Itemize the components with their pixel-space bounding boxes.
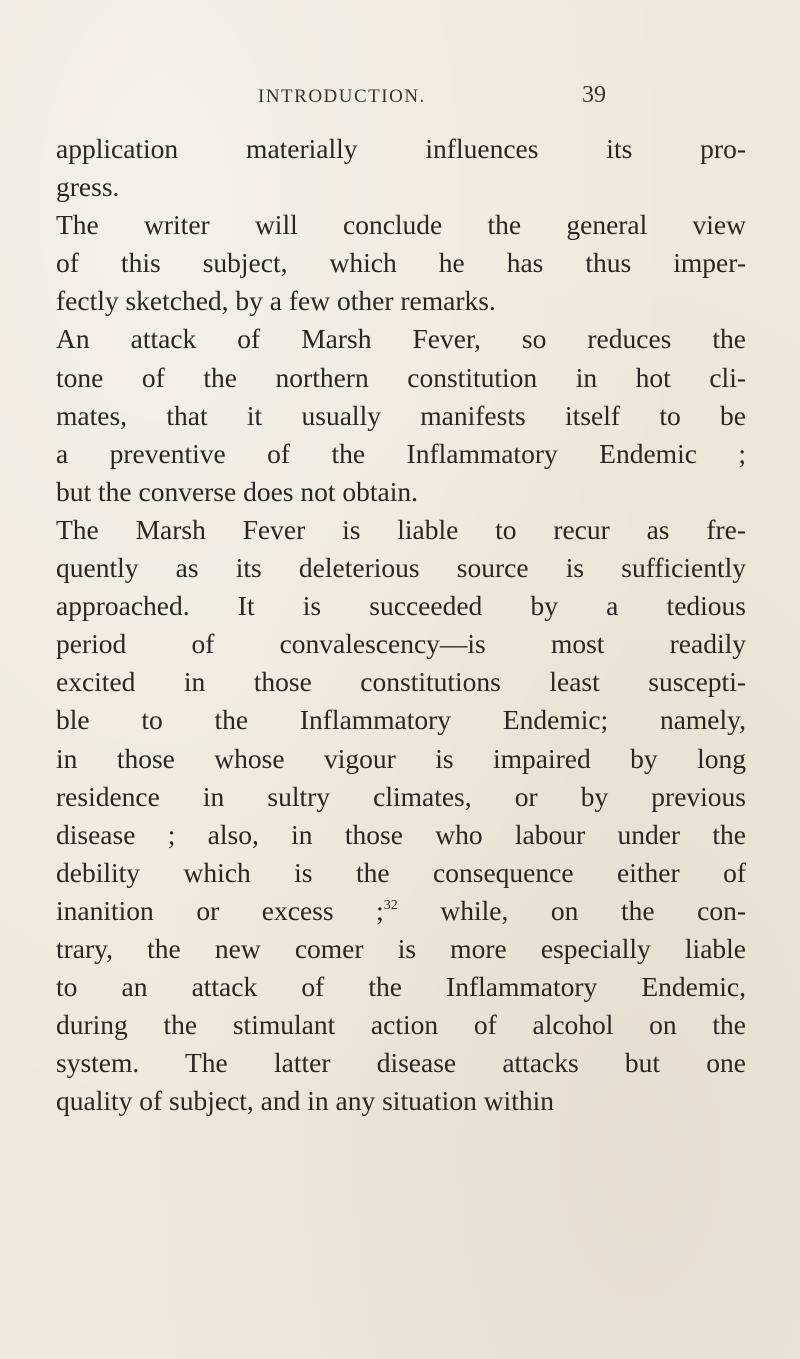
- running-title: INTRODUCTION.: [258, 86, 426, 107]
- text-line: [56, 1006, 746, 1044]
- text-line: [56, 168, 746, 206]
- text-line: [56, 549, 746, 587]
- text-line: [56, 854, 746, 892]
- text-line: [56, 1044, 746, 1082]
- text-line: [56, 206, 746, 244]
- text-line: [56, 778, 746, 816]
- line-text: ble to the Inflammatory Endemic; namely,: [56, 704, 746, 736]
- line-text: quently as its deleterious source is sufficiently: [56, 552, 746, 584]
- text-line: [56, 244, 746, 282]
- line-text: quality of subject, and in any situation within: [56, 1085, 554, 1117]
- line-text: system. The latter disease attacks but one: [56, 1047, 746, 1079]
- text-line: [56, 473, 746, 511]
- line-text: but the converse does not obtain.: [56, 475, 418, 507]
- line-text: a preventive of the Inflammatory Endemic ;: [56, 437, 746, 469]
- text-line: [56, 930, 746, 968]
- page-number: 39: [582, 82, 606, 108]
- text-line: [56, 511, 746, 549]
- line-text: The Marsh Fever is liable to recur as fre-: [56, 513, 746, 545]
- line-text: gress.: [56, 171, 120, 203]
- line-text: approached. It is succeeded by a tedious: [56, 590, 746, 622]
- footnote-reference: 32: [383, 897, 398, 913]
- line-text: debility which is the consequence either of: [56, 856, 746, 888]
- text-line: [56, 968, 746, 1006]
- text-line: [56, 663, 746, 701]
- text-line: [56, 740, 746, 778]
- text-line: [56, 282, 746, 320]
- text-line: [56, 359, 746, 397]
- line-text: period of convalescency—is most readily: [56, 628, 746, 660]
- line-text: inanition or excess ;: [56, 894, 384, 926]
- text-line-with-footnote-ref: [56, 892, 746, 930]
- line-text: fectly sketched, by a few other remarks.: [56, 285, 496, 317]
- line-text: mates, that it usually manifests itself to be: [56, 399, 746, 431]
- text-line: [56, 435, 746, 473]
- line-text: during the stimulant action of alcohol on the: [56, 1009, 746, 1041]
- line-text: residence in sultry climates, or by previous: [56, 780, 746, 812]
- text-line: [56, 130, 746, 168]
- line-text: in those whose vigour is impaired by long: [56, 742, 746, 774]
- line-text: An attack of Marsh Fever, so reduces the: [56, 323, 746, 355]
- line-text: trary, the new comer is more especially liable: [56, 932, 746, 964]
- line-text: tone of the northern constitution in hot cli-: [56, 361, 746, 393]
- body-text: [56, 130, 746, 1120]
- line-text: application materially influences its pro-: [56, 133, 746, 164]
- running-head: [0, 82, 800, 116]
- text-line: [56, 625, 746, 663]
- line-text: to an attack of the Inflammatory Endemic,: [56, 971, 746, 1003]
- text-line: [56, 1082, 746, 1120]
- text-line: [56, 816, 746, 854]
- line-text: of this subject, which he has thus imper-: [56, 247, 746, 279]
- text-line: [56, 320, 746, 358]
- line-text-continued: while, on the con-: [397, 894, 746, 926]
- text-line: [56, 701, 746, 739]
- line-text: The writer will conclude the general view: [56, 209, 746, 241]
- line-text: disease ; also, in those who labour under the: [56, 818, 746, 850]
- text-line: [56, 397, 746, 435]
- text-line: [56, 587, 746, 625]
- line-text: excited in those constitutions least suscepti-: [56, 666, 746, 698]
